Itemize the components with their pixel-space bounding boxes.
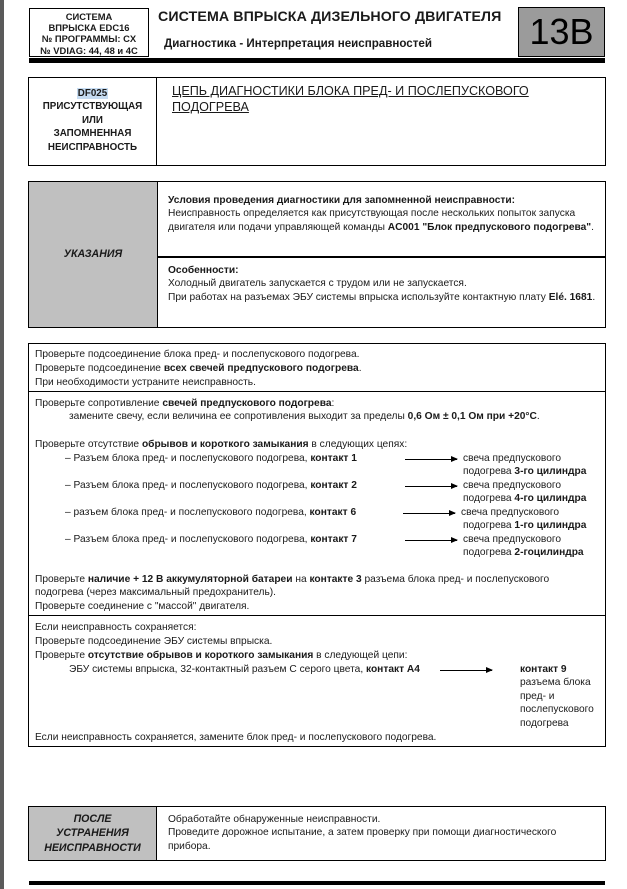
notes-label: УКАЗАНИЯ [63,247,123,260]
arrow-right-icon [405,540,457,541]
fault-header-box [28,77,606,166]
page-edge-strip [0,0,4,889]
fault-status-line: ИЛИ [82,114,103,126]
fault-status-line: ПРИСУТСТВУЮЩАЯ [42,101,143,113]
diagnostic-conditions [168,194,598,234]
after-repair-box [28,806,606,861]
arrow-right-icon [405,486,457,487]
fault-status-line: ЗАПОМНЕННАЯ [53,128,132,140]
special-line: При работах на разъемах ЭБУ системы впрыска используйте контактную плату Elé. 1681. [168,291,596,303]
procedure-box [28,343,606,747]
section-code-badge: 13B [518,7,605,57]
fault-code[interactable]: DF025 [77,88,108,99]
circuit-to: свеча предпускового подогрева 2-гоцилиндра [463,534,584,559]
after-repair-label: НЕИСПРАВНОСТИ [44,841,141,854]
procedure-line: Если неисправность сохраняется: [35,622,197,633]
fault-status-line: НЕИСПРАВНОСТЬ [47,141,138,153]
circuit-to: свеча предпускового подогрева 1-го цилиндра [461,507,587,532]
arrow-right-icon [405,459,457,460]
circuit-from: – разъем блока пред- и послепускового подогрева, контакт 6 [65,507,357,518]
circuit-from: – Разъем блока пред- и послепускового подогрева, контакт 1 [65,453,357,464]
procedure-line: замените свечу, если величина ее сопротивления выходит за пределы 0,6 Ом ± 0,1 Ом при +20°C. [69,411,540,422]
arrow-right-icon [440,670,492,671]
procedure-line: Проверьте соединение с "массой" двигателя. [35,601,250,612]
procedure-line: Проверьте подсоединение ЭБУ системы впрыска. [35,636,273,647]
circuit-to: свеча предпускового подогрева 4-го цилиндра [463,480,587,505]
header-rule [29,58,605,63]
procedure-line: Если неисправность сохраняется, замените блок пред- и послепускового подогрева. [35,732,437,743]
procedure-line: Проверьте сопротивление свечей предпускового подогрева: [35,398,335,409]
notes-divider [157,256,605,258]
procedure-line: подогрева (через максимальный предохранитель). [35,587,277,598]
after-repair-text [168,813,598,853]
procedure-line: При необходимости устраните неисправность. [35,377,256,388]
procedure-line: Проверьте подсоединение блока пред- и послепускового подогрева. [35,349,360,360]
fault-status-cell [29,78,157,165]
conditions-heading: Условия проведения диагностики для запомненной неисправности: [168,195,516,206]
notes-label-cell [29,182,158,327]
circuit-to: контакт 9 разъема блока пред- и послепускового подогрева [520,664,594,729]
fault-title: ЦЕПЬ ДИАГНОСТИКИ БЛОКА ПРЕД- И ПОСЛЕПУСКОВОГО ПОДОГРЕВА [172,84,529,115]
procedure-line: Проверьте отсутствие обрывов и короткого замыкания в следующих цепях: [35,439,408,450]
procedure-line: Проверьте наличие + 12 В аккумуляторной батареи на контакте 3 разъема блока пред- и послепускового [35,574,550,585]
after-repair-line: Проведите дорожное испытание, а затем проверку при помощи диагностического прибора. [168,827,557,852]
arrow-right-icon [403,513,455,514]
system-info-line: СИСТЕМА [65,11,113,22]
procedure-separator [29,615,605,616]
system-info-box [29,8,149,57]
special-heading: Особенности: [168,265,239,276]
after-repair-label: ПОСЛЕ [73,813,112,825]
after-repair-label: УСТРАНЕНИЯ [56,827,129,840]
system-info-line: № ПРОГРАММЫ: CX [41,33,137,45]
circuit-from: – Разъем блока пред- и послепускового подогрева, контакт 7 [65,534,357,545]
procedure-line: Проверьте отсутствие обрывов и короткого замыкания в следующей цепи: [35,650,408,661]
procedure-line: Проверьте подсоединение всех свечей предпускового подогрева. [35,363,362,374]
after-repair-line: Обработайте обнаруженные неисправности. [168,814,381,825]
circuit-from: ЭБУ системы впрыска, 32-контактный разъем C серого цвета, контакт A4 [69,664,420,675]
special-notes [168,264,598,304]
special-line: Холодный двигатель запускается с трудом или не запускается. [168,278,467,290]
system-info-line: № VDIAG: 44, 48 и 4C [40,44,138,56]
circuit-from: – Разъем блока пред- и послепускового подогрева, контакт 2 [65,480,357,491]
procedure-separator [29,391,605,392]
page-title: СИСТЕМА ВПРЫСКА ДИЗЕЛЬНОГО ДВИГАТЕЛЯ [158,9,502,25]
notes-box [28,181,606,328]
conditions-text: Неисправность определяется как присутствующая после нескольких попыток запуска двигателя или подачи управляющей команды AC001 "Блок предпускового подогрева". [168,208,594,233]
page-subtitle: Диагностика - Интерпретация неисправностей [164,37,433,50]
after-repair-label-cell [29,807,157,860]
system-info-line: ВПРЫСКА EDC16 [48,22,130,34]
footer-rule [29,881,605,885]
circuit-to: свеча предпускового подогрева 3-го цилиндра [463,453,587,478]
